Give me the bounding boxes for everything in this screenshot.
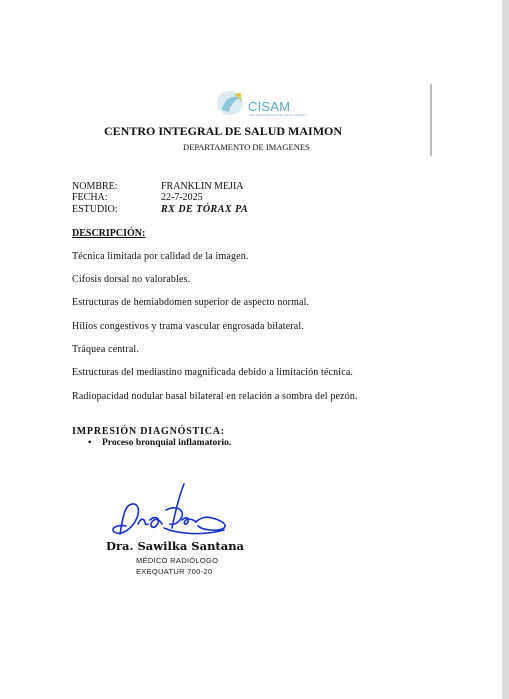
doctor-name: Dra. Sawilka Santana xyxy=(106,539,244,553)
bullet-icon: • xyxy=(88,438,92,448)
name-label: NOMBRE: xyxy=(72,181,118,192)
name-value: FRANKLIN MEJIA xyxy=(161,181,244,192)
logo-subtext: CENTRO INTEGRAL DE SALUD MAIMON xyxy=(249,113,307,117)
finding-line: Hilios congestivos y trama vascular engrosada bilateral. xyxy=(72,321,304,332)
impression-item-text: Proceso bronquial inflamatorio. xyxy=(102,438,232,448)
study-label: ESTUDIO: xyxy=(72,204,118,215)
handwritten-signature xyxy=(106,480,236,542)
date-value: 22-7-2025 xyxy=(161,192,203,203)
viewer-background xyxy=(502,0,509,699)
doctor-title: MÉDICO RADIÓLOGO xyxy=(136,556,219,565)
logo-text: CISAM xyxy=(248,99,291,114)
description-heading: DESCRIPCIÓN: xyxy=(72,228,146,239)
finding-line: Tráquea central. xyxy=(72,344,140,355)
department-name: DEPARTAMENTO DE IMAGENES xyxy=(183,142,310,152)
finding-line: Radiopacidad nodular basal bilateral en relación a sombra del pezón. xyxy=(72,391,358,402)
finding-line: Estructuras del mediastino magnificada debido a limitación técnica. xyxy=(72,367,354,378)
institution-name: CENTRO INTEGRAL DE SALUD MAIMON xyxy=(104,124,343,138)
study-value: RX DE TÓRAX PA xyxy=(161,204,249,215)
finding-line: Cifosis dorsal no valorables. xyxy=(72,274,191,285)
doctor-exequatur: EXEQUATUR 700-20 xyxy=(136,567,213,576)
finding-line: Estructuras de hemiabdomen superior de aspecto normal. xyxy=(72,297,310,308)
impression-heading: IMPRESIÓN DIAGNÓSTICA: xyxy=(72,426,225,437)
finding-line: Técnica limitada por calidad de la imagen. xyxy=(72,251,249,262)
header-divider xyxy=(430,84,432,156)
impression-item xyxy=(88,438,231,448)
date-label: FECHA: xyxy=(72,192,108,203)
